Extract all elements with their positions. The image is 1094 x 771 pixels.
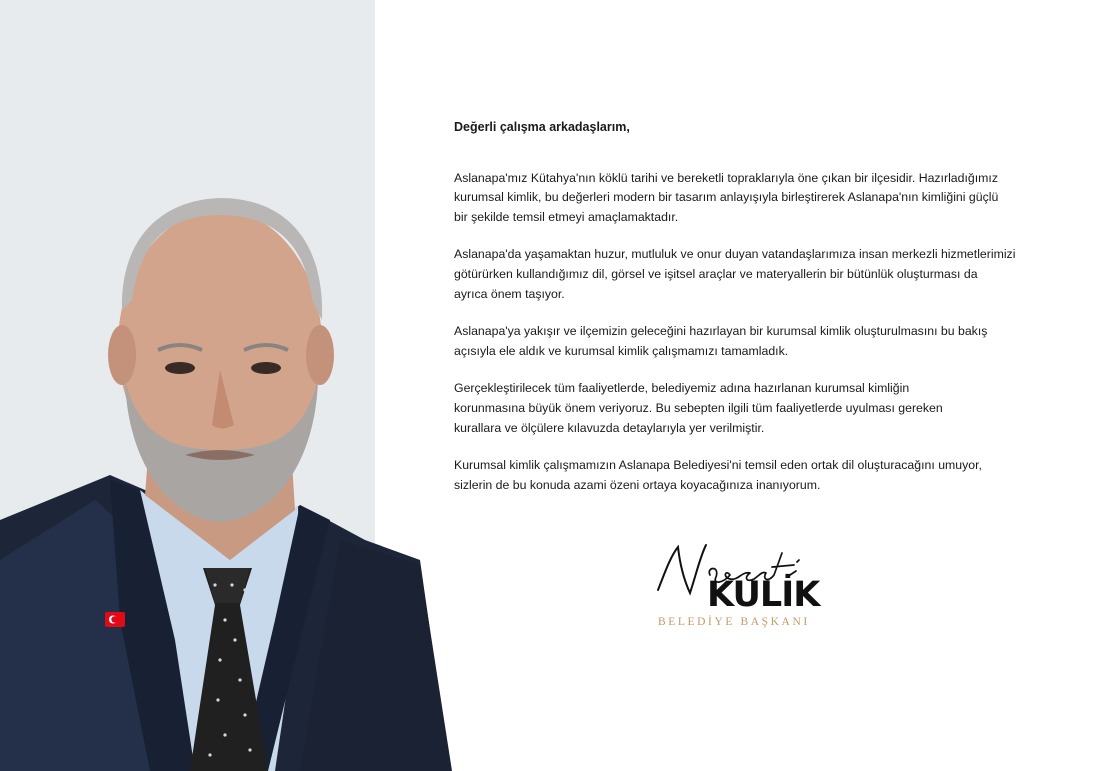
mayor-portrait-image	[0, 0, 460, 771]
letter-paragraph-4: Gerçekleştirilecek tüm faaliyetlerde, belediyemiz adına hazırlanan kurumsal kimliğin korunmasına büyük önem veriyoruz. Bu sebepten ilgili tüm faaliyetlerde uyulması gereken kurallara ve ölçülere kılavuzda detaylarıyla yer verilmiştir.	[454, 381, 943, 435]
letter-paragraph-2: Aslanapa'da yaşamaktan huzur, mutluluk ve onur duyan vatandaşlarımıza insan merkezli hizmetlerimizi götürürken kullandığımız dil, görsel ve işitsel araçlar ve materyallerin bir bütünlük oluşturması da ayrıca önem taşıyor.	[454, 247, 1016, 301]
signature-block	[650, 535, 850, 635]
letter-paragraph-1: Aslanapa'mız Kütahya'nın köklü tarihi ve bereketli topraklarıyla öne çıkan bir ilçesidir. Hazırladığımız kurumsal kimlik, bu değerleri modern bir tasarım anlayışıyla birleştirerek Aslanapa'nın kimliğini güçlü bir şekilde temsil etmeyi amaçlamaktadır.	[454, 170, 999, 224]
signature-title: BELEDİYE BAŞKANI	[658, 616, 810, 628]
signature-surname: KULİK	[707, 575, 820, 615]
letter-salutation: Değerli çalışma arkadaşlarım,	[454, 120, 630, 134]
letter-body	[454, 118, 1074, 513]
letter-paragraph-3: Aslanapa'ya yakışır ve ilçemizin geleceğini hazırlayan bir kurumsal kimlik oluşturulmasını bu bakış açısıyla ele aldık ve kurumsal kimlik çalışmamızı tamamladık.	[454, 324, 988, 358]
letter-paragraph-5: Kurumsal kimlik çalışmamızın Aslanapa Belediyesi'ni temsil eden ortak dil oluşturacağını umuyor, sizlerin de bu konuda azami özeni ortaya koyacağınıza inanıyorum.	[454, 458, 982, 492]
